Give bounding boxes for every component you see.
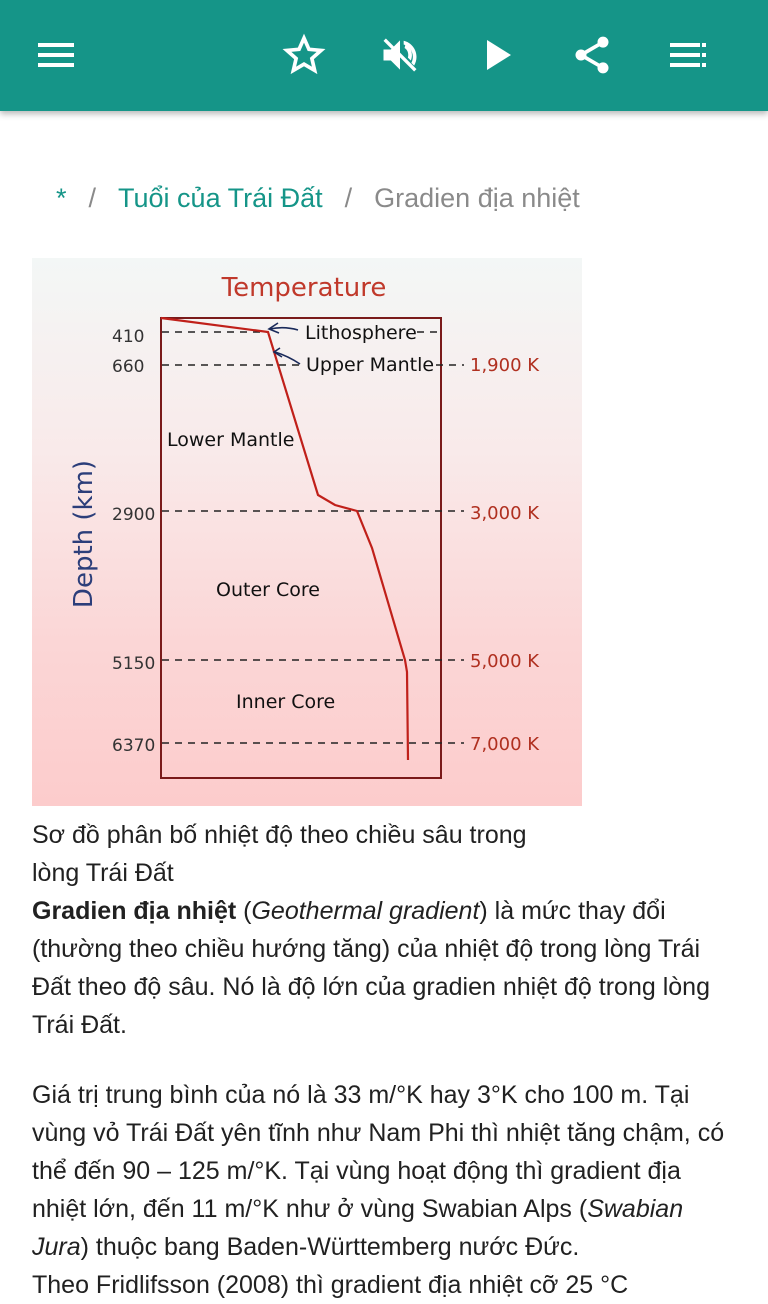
geothermal-diagram[interactable]	[32, 258, 582, 806]
term-bold: Gradien địa nhiệt	[32, 897, 237, 925]
breadcrumb-home[interactable]: *	[56, 183, 67, 213]
star-icon	[282, 33, 326, 77]
depth-label: 410	[112, 327, 145, 347]
region-italic: Swabian Jura	[32, 1195, 684, 1261]
paragraph-values	[32, 1076, 742, 1266]
breadcrumb	[56, 178, 580, 218]
breadcrumb-parent[interactable]: Tuổi của Trái Đất	[118, 183, 323, 213]
lithosphere-arrow	[270, 328, 298, 330]
figure-caption	[32, 816, 732, 892]
breadcrumb-separator: /	[88, 183, 97, 213]
paragraph-cut	[32, 1266, 742, 1299]
temperature-label: 7,000 K	[470, 734, 540, 755]
depth-label: 2900	[112, 505, 156, 525]
depth-label: 6370	[112, 736, 156, 756]
diagram-svg	[32, 258, 582, 806]
definition-text: ) là mức thay đổi (thường theo chiều hướng tăng) của nhiệt độ trong lòng Trái Đất theo độ sâu. Nó là độ lớn của gradien nhiệt độ trong lòng Trái Đất.	[32, 897, 710, 1039]
mute-icon	[378, 33, 422, 77]
upper-mantle-arrow	[275, 352, 300, 364]
playlist-button[interactable]	[660, 25, 716, 85]
values-text: Giá trị trung bình của nó là 33 m/°K hay 3°K cho 100 m. Tại vùng vỏ Trái Đất yên tĩnh như Nam Phi thì nhiệt tăng chậm, có thể đến 90 – 125 m/°K. Tại vùng hoạt động thì gradient địa nhiệt lớn, đến 11 m/°K như ở vùng Swabian Alps (	[32, 1081, 725, 1223]
favorite-button[interactable]	[276, 25, 332, 85]
play-button[interactable]	[470, 25, 526, 85]
temperature-label: 3,000 K	[470, 503, 540, 524]
layer-label-inner-core: Inner Core	[236, 691, 336, 713]
depth-label: 660	[112, 357, 145, 377]
play-icon	[478, 35, 518, 75]
paren-open: (	[236, 897, 252, 925]
layer-label-outer-core: Outer Core	[216, 579, 320, 601]
diagram-title: Temperature	[221, 273, 387, 303]
diagram-ylabel: Depth (km)	[69, 459, 99, 609]
paragraph-definition	[32, 892, 742, 1044]
depth-label: 5150	[112, 654, 156, 674]
app-bar	[0, 0, 768, 111]
breadcrumb-current: Gradien địa nhiệt	[374, 183, 580, 213]
share-button[interactable]	[564, 25, 620, 85]
menu-icon	[36, 35, 76, 75]
menu-button[interactable]	[28, 25, 84, 85]
playlist-icon	[668, 35, 708, 75]
layer-label-lithosphere: Lithosphere	[305, 322, 417, 344]
term-english: Geothermal gradient	[251, 897, 480, 925]
temperature-label: 1,900 K	[470, 355, 540, 376]
caption-line: lòng Trái Đất	[32, 859, 174, 887]
values-text-end: ) thuộc bang Baden-Württemberg nước Đức.	[80, 1233, 580, 1261]
layer-label-upper-mantle: Upper Mantle	[306, 354, 435, 376]
caption-line: Sơ đồ phân bố nhiệt độ theo chiều sâu trong	[32, 821, 527, 849]
layer-label-lower-mantle: Lower Mantle	[167, 429, 295, 451]
cut-text: Theo Fridlifsson (2008) thì gradient địa nhiệt cỡ 25 °C	[32, 1271, 629, 1299]
temperature-label: 5,000 K	[470, 651, 540, 672]
share-icon	[570, 33, 614, 77]
breadcrumb-separator: /	[344, 183, 353, 213]
mute-button[interactable]	[372, 25, 428, 85]
